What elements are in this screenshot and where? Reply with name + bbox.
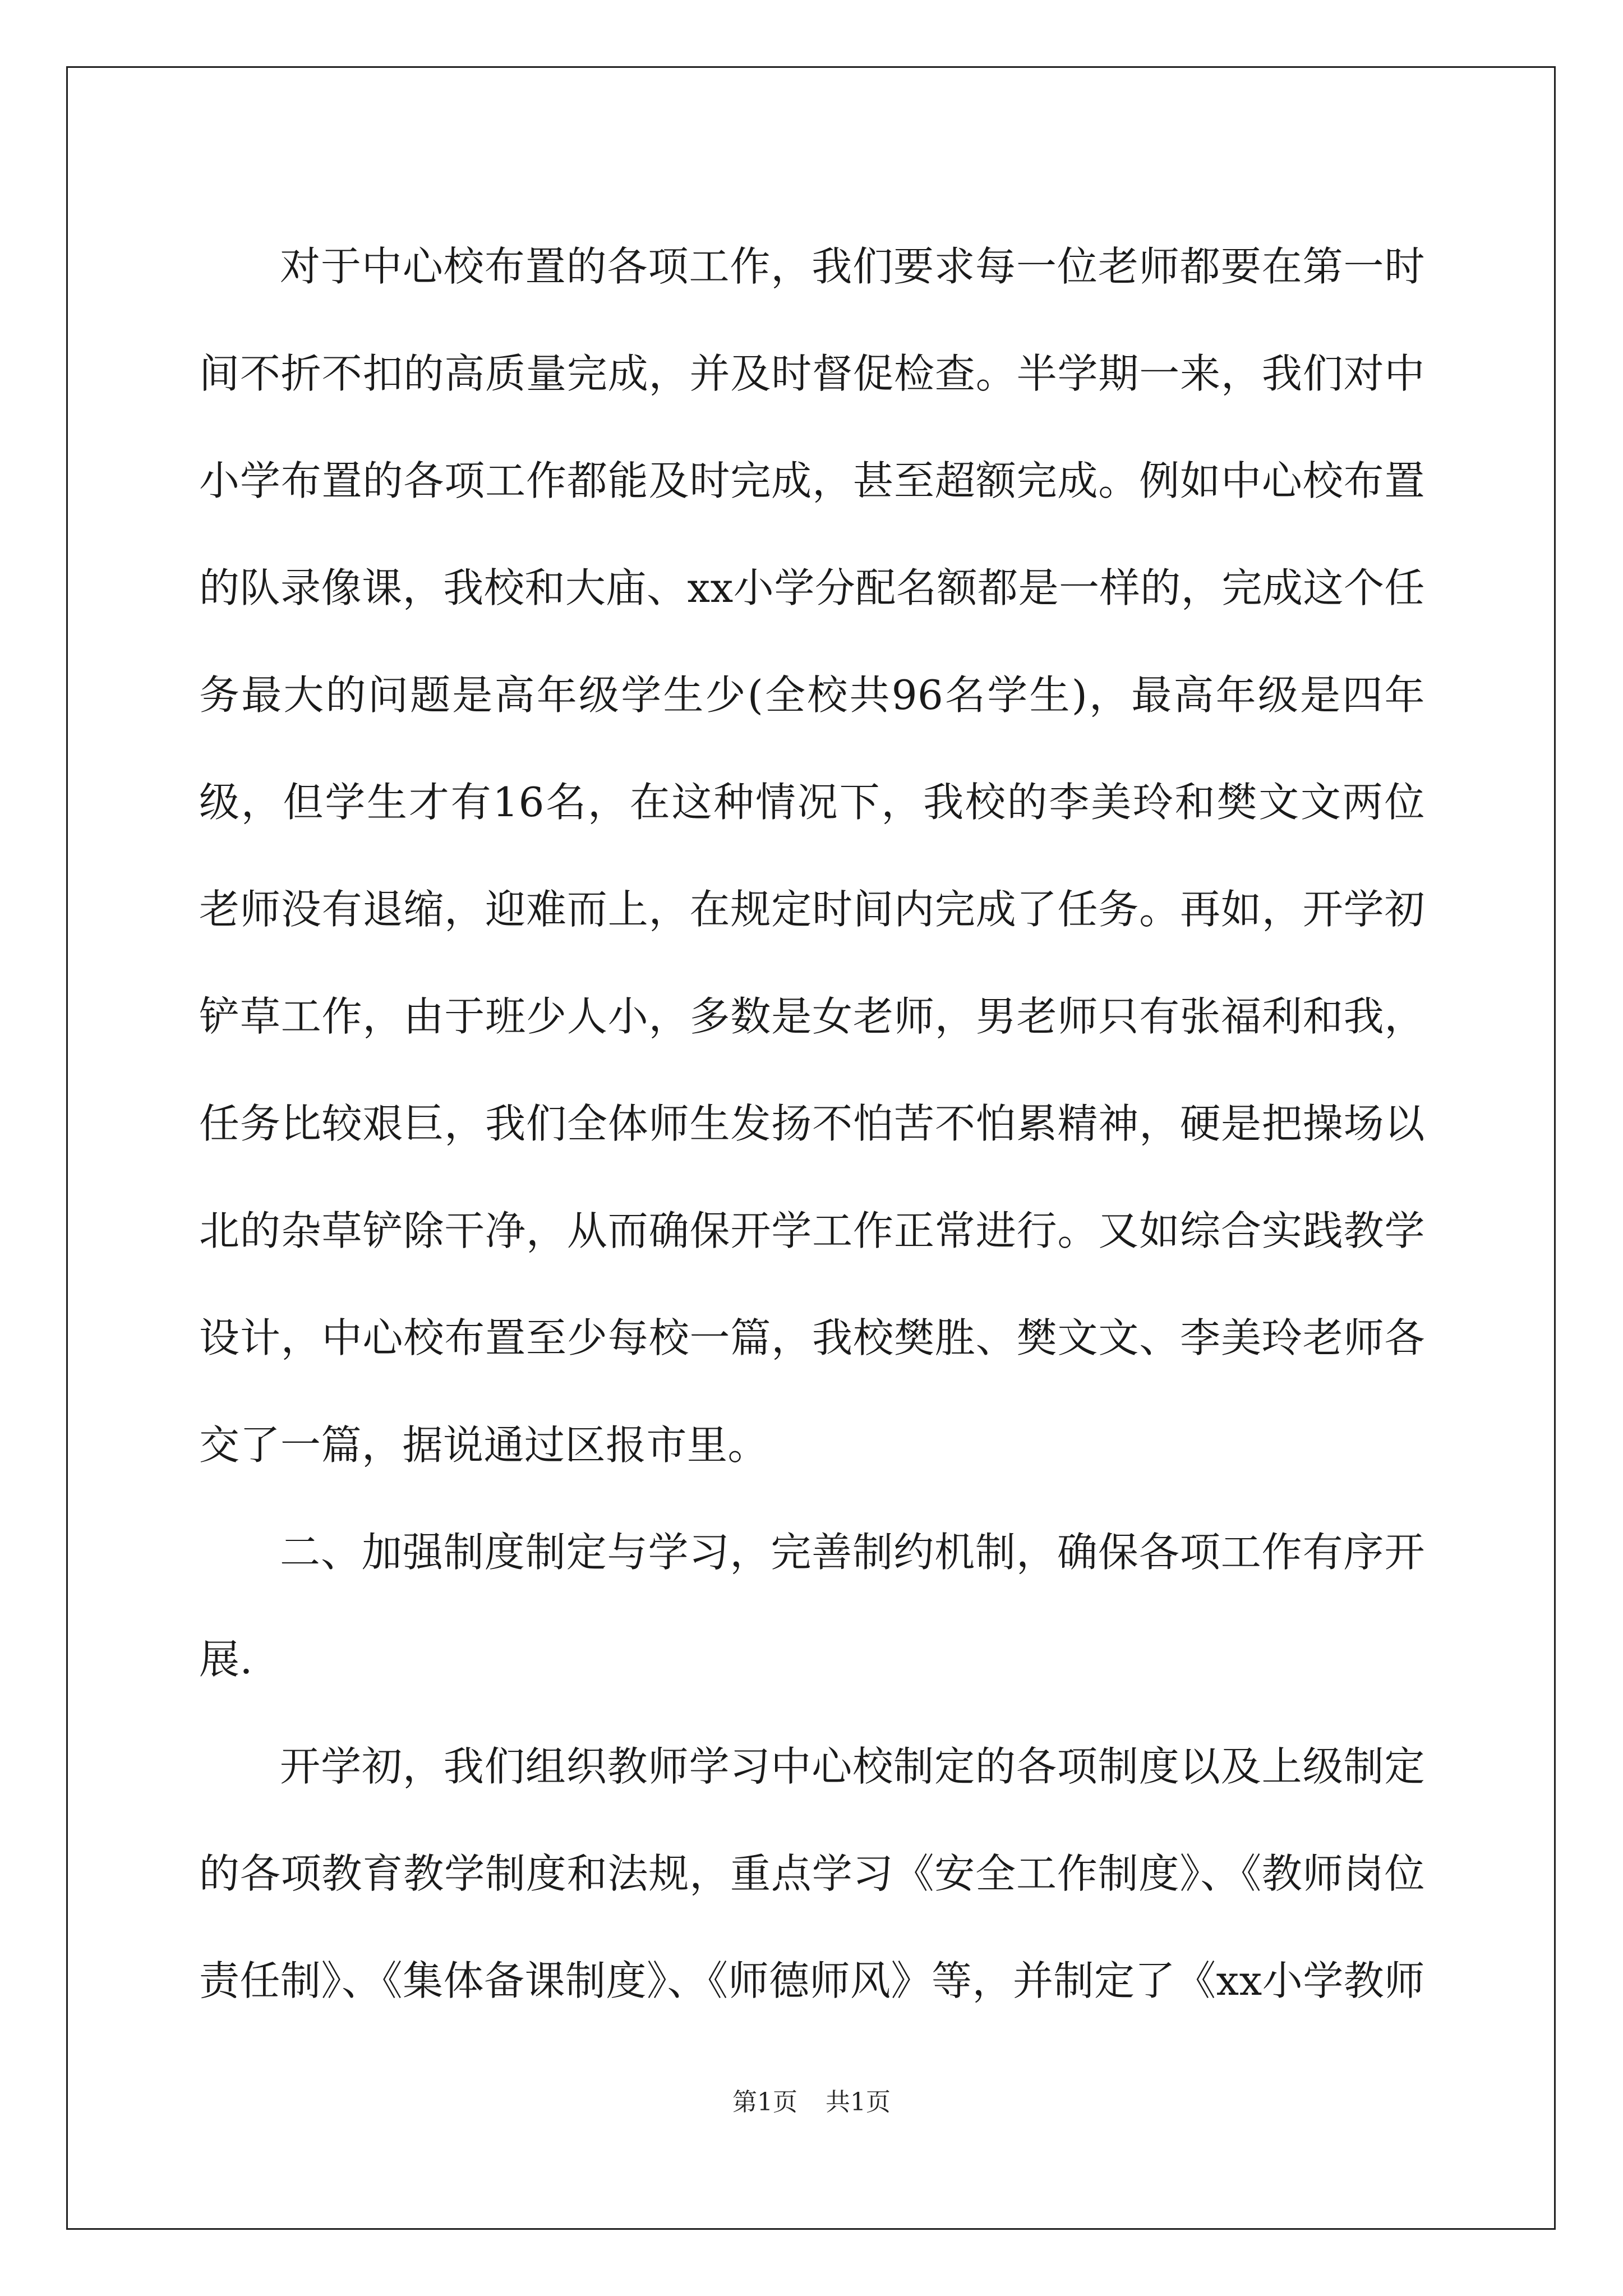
page-number: 第1页	[732, 2088, 797, 2116]
page-total: 共1页	[826, 2088, 891, 2116]
paragraph: 开学初，我们组织教师学习中心校制定的各项制度以及上级制定的各项教育教学制度和法规，重点学习《安全工作制度》、《教师岗位责任制》、《集体备课制度》、《师德师风》等，并制定了《xx小学教师	[199, 1743, 1425, 2004]
document-body	[199, 213, 1425, 2035]
paragraph: 对于中心校布置的各项工作，我们要求每一位老师都要在第一时间不折不扣的高质量完成，并及时督促检查。半学期一来，我们对中小学布置的各项工作都能及时完成，甚至超额完成。例如中心校布置的队录像课，我校和大庙、xx小学分配名额都是一样的，完成这个任务最大的问题是高年级学生少(全校共96名学生)，最高年级是四年级，但学生才有16名，在这种情况下，我校的李美玲和樊文文两位老师没有退缩，迎难而上，在规定时间内完成了任务。再如，开学初铲草工作，由于班少人小，多数是女老师，男老师只有张福利和我，任务比较艰巨，我们全体师生发扬不怕苦不怕累精神，硬是把操场以北的杂草铲除干净，从而确保开学工作正常进行。又如综合实践教学设计，中心校布置至少每校一篇，我校樊胜、樊文文、李美玲老师各交了一篇，据说通过区报市里。	[199, 243, 1425, 1469]
section-heading-paragraph: 二、加强制度制定与学习，完善制约机制，确保各项工作有序开展.	[199, 1529, 1425, 1683]
page-footer	[0, 2086, 1623, 2119]
